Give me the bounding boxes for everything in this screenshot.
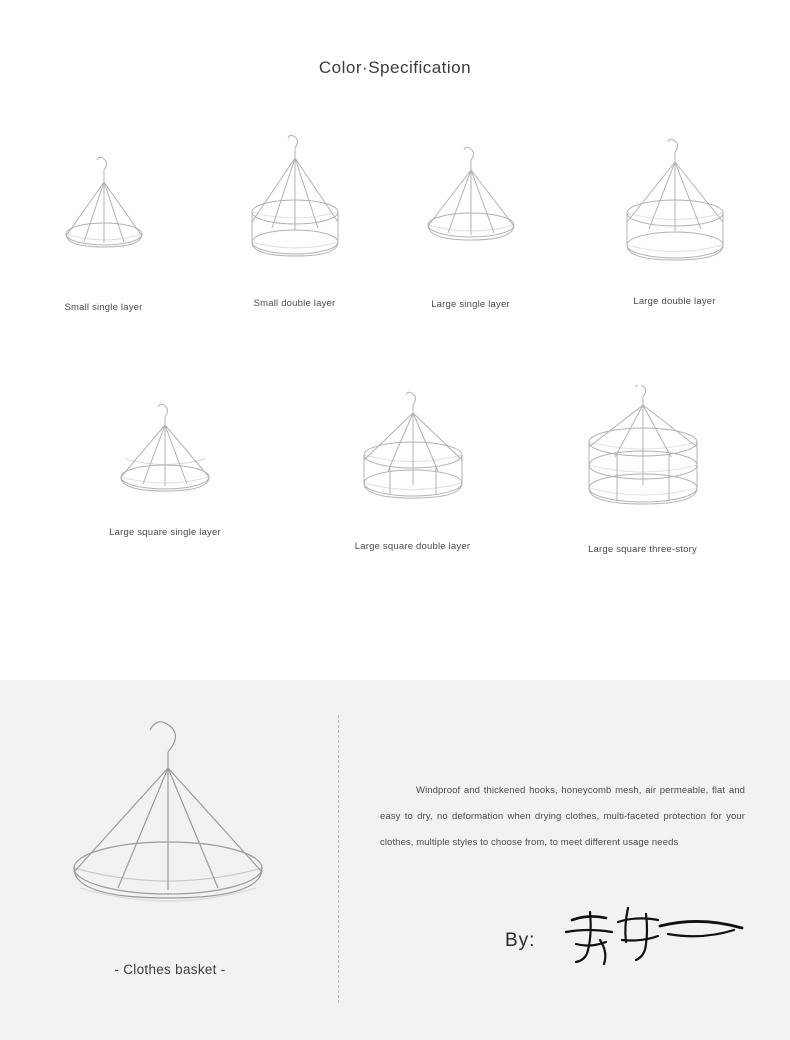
footer-section: [0, 680, 790, 1040]
product-caption: Large square three-story: [588, 544, 697, 555]
product-description: Windproof and thickened hooks, honeycomb mesh, air permeable, flat and easy to dry, no deformation when drying clothes, multi-faceted protection for your clothes, multiple styles to choose from, to meet different usage needs: [380, 785, 745, 848]
signature-icon: [560, 900, 750, 970]
drying-net-illustration-large-double: [605, 130, 745, 290]
product-item-large-square-single-layer[interactable]: [0, 385, 330, 555]
clothes-basket-illustration: [60, 710, 280, 950]
product-item-large-double-layer[interactable]: [559, 130, 790, 313]
drying-net-illustration-square-triple: [573, 385, 713, 535]
product-caption: Large square double layer: [354, 541, 471, 552]
product-caption: Small single layer: [64, 302, 143, 313]
page-title: Color·Specification: [318, 58, 472, 77]
product-item-small-single-layer[interactable]: [0, 130, 207, 313]
product-item-large-square-three-story[interactable]: [495, 385, 790, 555]
product-caption: Large square single layer: [109, 527, 221, 538]
drying-net-illustration-small-double: [230, 130, 360, 290]
product-item-small-double-layer[interactable]: [207, 130, 382, 313]
drying-net-illustration-square-single: [105, 385, 225, 515]
product-item-large-single-layer[interactable]: [382, 130, 559, 313]
drying-net-illustration-small-single: [39, 130, 169, 290]
vertical-divider: [338, 715, 339, 1003]
product-row-2: [0, 385, 790, 555]
drying-net-illustration-square-double: [348, 385, 478, 525]
product-row-1: [0, 130, 790, 313]
basket-caption: - Clothes basket -: [114, 962, 226, 977]
product-item-large-square-double-layer[interactable]: [330, 385, 495, 555]
product-caption: Large double layer: [633, 296, 716, 307]
product-caption: Large single layer: [431, 299, 510, 310]
by-label: By:: [505, 930, 536, 951]
drying-net-illustration-large-single: [406, 130, 536, 290]
product-caption: Small double layer: [253, 298, 336, 309]
